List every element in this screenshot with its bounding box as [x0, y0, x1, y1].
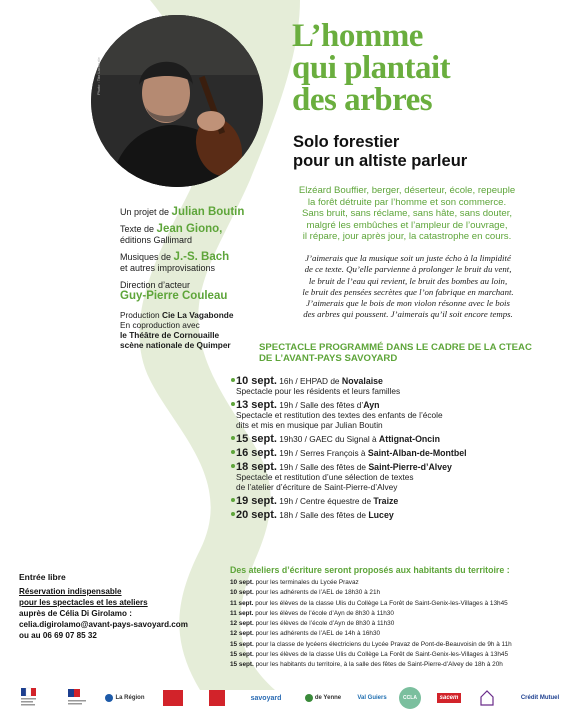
- sacem-logo: sacem: [434, 686, 464, 710]
- bullet-icon: [231, 402, 235, 406]
- event-item: 10 sept. 16h / EHPAD de Novalaise Spectacle pour les résidents et leurs familles: [236, 376, 570, 396]
- region-logo: La Région: [100, 686, 150, 710]
- workshops-heading: Des ateliers d’écriture seront proposés aux habitants du territoire :: [230, 565, 510, 575]
- artist-quote: J’aimerais que la musique soit un juste écho à la limpidité de ce texte. Qu’elle parvienne à prolonger le bruit du vent, le bruit de l’eau qui revient, le bruit des bombes au loin, le bruit des pensées secrètes que l’on fabrique en marchant. J’aimerais que le bois de mon violon résonne avec le bois des arbres qui poussent. J’aimerais qu’il soit encore temps.: [302, 253, 514, 320]
- credit-mutuel-logo: Crédit Mutuel: [520, 695, 560, 701]
- partner-logos: [8, 686, 570, 716]
- free-entry-label: Entrée libre: [19, 572, 66, 582]
- event-list: [236, 376, 570, 524]
- contact-phone: ou au 06 69 07 85 32: [19, 631, 97, 640]
- intro-text: Elzéard Bouffier, berger, déserteur, école, repeuple la forêt détruite par l’homme et son commerce. Sans bruit, sans réclame, sans hâte, sans douter, malgré les embûches et l’ampleur de l’ouvrage, il répare, jour après jour, la catastrophe en cours.: [298, 185, 516, 243]
- bullet-icon: [231, 378, 235, 382]
- event-item: 18 sept. 19h / Salle des fêtes de Saint-Pierre-d’Alvey Spectacle et restitution d’une sélection de textes de l’atelier d’écriture de Saint-Pierre-d’Alvey: [236, 462, 570, 492]
- workshop-item: 11 sept. pour les élèves de l’école d’Ayn de 8h30 à 11h30: [230, 609, 394, 617]
- main-title: L’homme qui plantait des arbres: [292, 18, 451, 118]
- partner-red-logo: [160, 686, 186, 710]
- workshop-item: 10 sept. pour les terminales du Lycée Pravaz: [230, 579, 359, 586]
- reservation-block: Réservation indispensable pour les spectacles et les ateliers auprès de Célia Di Girolamo : celia.digirolamo@avant-pays-savoyard.com ou au 06 69 07 85 32: [19, 586, 229, 641]
- subtitle: Solo forestier pour un altiste parleur: [293, 133, 468, 170]
- bullet-icon: [231, 512, 235, 516]
- workshop-item: 15 sept. pour les élèves de la classe Ulis du Collège La Forêt de Saint-Genix-les-Villages à 13h45: [230, 651, 509, 659]
- workshop-item: 15 sept. pour la classe de lycéens électriciens du Lycée Pravaz de Pont-de-Beauvoisin de 9h à 11h: [230, 640, 512, 648]
- workshop-list: [230, 578, 570, 671]
- bullet-icon: [231, 498, 235, 502]
- workshop-item: 10 sept. pour les adhérents de l’AEL de 18h30 à 21h: [230, 589, 381, 597]
- ccla-logo: CCLA: [396, 686, 424, 710]
- contact-email[interactable]: celia.digirolamo@avant-pays-savoyard.com: [19, 620, 188, 629]
- event-item: 19 sept. 19h / Centre équestre de Traize: [236, 496, 570, 506]
- bullet-icon: [231, 464, 235, 468]
- yenne-logo: de Yenne: [298, 686, 348, 710]
- violist-illustration: [91, 15, 263, 187]
- val-guiers-logo: Val Guiers: [357, 695, 387, 701]
- workshop-item: 12 sept. pour les élèves de l’école d’Ayn de 8h30 à 11h30: [230, 620, 395, 628]
- savoyard-logo: savoyard: [250, 694, 282, 702]
- workshop-item: 15 sept. pour les habitants du territoire, à la salle des fêtes de Saint-Pierre-d’Alvey de 18h à 20h: [230, 661, 503, 669]
- program-heading: SPECTACLE PROGRAMMÉ DANS LE CADRE DE LA CTEAC DE L’AVANT-PAYS SAVOYARD: [259, 342, 532, 364]
- bullet-icon: [231, 436, 235, 440]
- savoie-logo: [204, 686, 230, 710]
- event-item: 13 sept. 19h / Salle des fêtes d’Ayn Spectacle et restitution des textes des enfants de l’école dits et mis en musique par Julian Boutin: [236, 400, 570, 430]
- workshop-item: 11 sept. pour les élèves de la classe Ulis du Collège La Forêt de Saint-Genix-les-Villages à 13h45: [230, 599, 508, 607]
- music-house-logo: [474, 686, 500, 710]
- event-item: 15 sept. 19h30 / GAEC du Signal à Attignat-Oncin: [236, 434, 570, 444]
- event-item: 20 sept. 18h / Salle des fêtes de Lucey: [236, 510, 570, 520]
- photo-credit: Photo : Tito Lacroutte: [96, 56, 101, 95]
- credits-block: Un projet de Julian Boutin Texte de Jean Giono, éditions Gallimard Musiques de J.-S. Bach et autres improvisations Direction d’acteur Guy-Pierre Couleau Production Cie La Vagabonde En coproduction avec le Théâtre de Cornouaille scène nationale de Quimper: [120, 206, 245, 350]
- portrait-photo: [91, 15, 263, 187]
- french-republic-logo: [16, 686, 42, 710]
- bullet-icon: [231, 450, 235, 454]
- ministry-logo: [64, 686, 92, 710]
- event-item: 16 sept. 19h / Serres François à Saint-Alban-de-Montbel: [236, 448, 570, 458]
- workshop-item: 12 sept. pour les adhérents de l’AEL de 14h à 16h30: [230, 630, 381, 638]
